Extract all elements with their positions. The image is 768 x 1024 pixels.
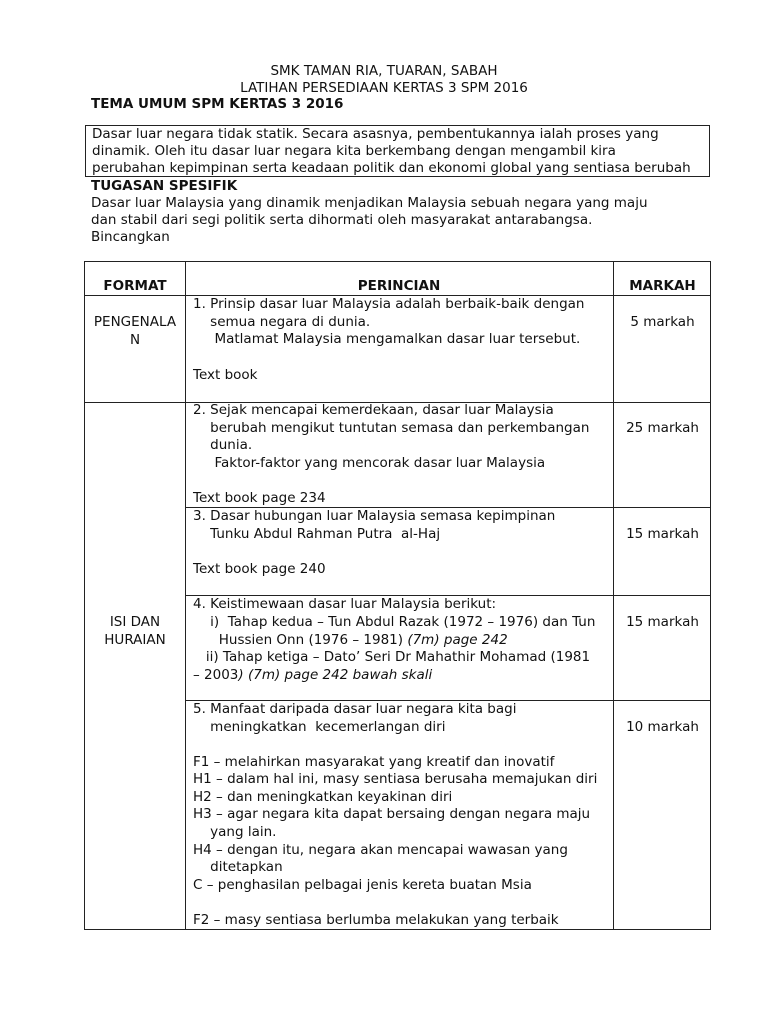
row-4-page-ref: (7m) page 242 [407,632,508,648]
school-name: SMK TAMAN RIA, TUARAN, SABAH [270,63,498,79]
row-2-line: Faktor-faktor yang mencorak dasar luar Malaysia [193,455,546,471]
row-1-line: semua negara di dunia. [193,314,371,330]
header-markah: MARKAH [629,278,696,294]
format-isi-line: ISI DAN [109,614,161,630]
row-5-line: yang lain. [193,824,277,840]
row-5-line: C – penghasilan pelbagai jenis kereta buatan Msia [193,877,532,893]
exam-title: LATIHAN PERSEDIAAN KERTAS 3 SPM 2016 [240,80,528,96]
row-1-line: Text book [193,367,258,383]
marking-table [84,261,711,930]
theme-title: TEMA UMUM SPM KERTAS 3 2016 [91,96,344,112]
row-1-line: 1. Prinsip dasar luar Malaysia adalah berbaik-baik dengan [193,296,585,312]
task-line: Bincangkan [91,229,170,245]
row-3-line: Text book page 240 [193,561,326,577]
row-5-line: F2 – masy sentiasa berlumba melakukan yang terbaik [193,912,559,928]
format-pengenalan-line: N [129,332,141,348]
row-4-line [193,667,432,685]
row-3-markah: 15 markah [626,526,699,542]
format-pengenalan-line: PENGENALA [93,314,177,330]
row-2-markah: 25 markah [626,420,699,436]
row-4-markah: 15 markah [626,614,699,630]
row-2-line: Text book page 234 [193,490,326,506]
row-5-line: ditetapkan [193,859,283,875]
row-4-text: – 2003 [193,667,239,683]
intro-line: Dasar luar negara tidak statik. Secara asasnya, pembentukannya ialah proses yang [92,126,659,142]
row-3-line: 3. Dasar hubungan luar Malaysia semasa kepimpinan [193,508,556,524]
task-line: Dasar luar Malaysia yang dinamik menjadikan Malaysia sebuah negara yang maju [91,195,648,211]
row-5-line: H3 – agar negara kita dapat bersaing dengan negara maju [193,806,591,822]
row-2-line: dunia. [193,437,253,453]
intro-line: perubahan kepimpinan serta keadaan politik dan ekonomi global yang sentiasa berubah [92,160,691,176]
row-3-line: Tunku Abdul Rahman Putra al-Haj [193,526,441,542]
row-1-markah: 5 markah [630,314,695,330]
row-4-line: ii) Tahap ketiga – Dato’ Seri Dr Mahathir Mohamad (1981 [193,649,591,665]
row-2-line: berubah mengikut tuntutan semasa dan perkembangan [193,420,590,436]
task-heading: TUGASAN SPESIFIK [91,178,238,194]
row-5-line: H2 – dan meningkatkan keyakinan diri [193,789,453,805]
intro-box [85,125,710,177]
intro-line: dinamik. Oleh itu dasar luar negara kita berkembang dengan mengambil kira [92,143,616,159]
header-format: FORMAT [103,278,167,294]
row-4-line: i) Tahap kedua – Tun Abdul Razak (1972 – 1976) dan Tun [193,614,596,630]
format-isi-line: HURAIAN [104,632,166,648]
row-4-page-ref: ) (7m) page 242 bawah skali [238,667,433,683]
row-5-line: H1 – dalam hal ini, masy sentiasa berusaha memajukan diri [193,771,598,787]
task-line: dan stabil dari segi politik serta dihormati oleh masyarakat antarabangsa. [91,212,593,228]
row-5-markah: 10 markah [626,719,699,735]
header-perincian: PERINCIAN [357,278,441,294]
row-5-line: F1 – melahirkan masyarakat yang kreatif dan inovatif [193,754,555,770]
row-5-line: H4 – dengan itu, negara akan mencapai wawasan yang [193,842,568,858]
row-4-line [193,632,508,650]
row-5-line: 5. Manfaat daripada dasar luar negara kita bagi [193,701,517,717]
row-1-line: Matlamat Malaysia mengamalkan dasar luar tersebut. [193,331,581,347]
row-2-line: 2. Sejak mencapai kemerdekaan, dasar luar Malaysia [193,402,554,418]
row-4-text: Hussien Onn (1976 – 1981) [193,632,408,648]
row-5-line: meningkatkan kecemerlangan diri [193,719,446,735]
row-4-line: 4. Keistimewaan dasar luar Malaysia berikut: [193,596,497,612]
